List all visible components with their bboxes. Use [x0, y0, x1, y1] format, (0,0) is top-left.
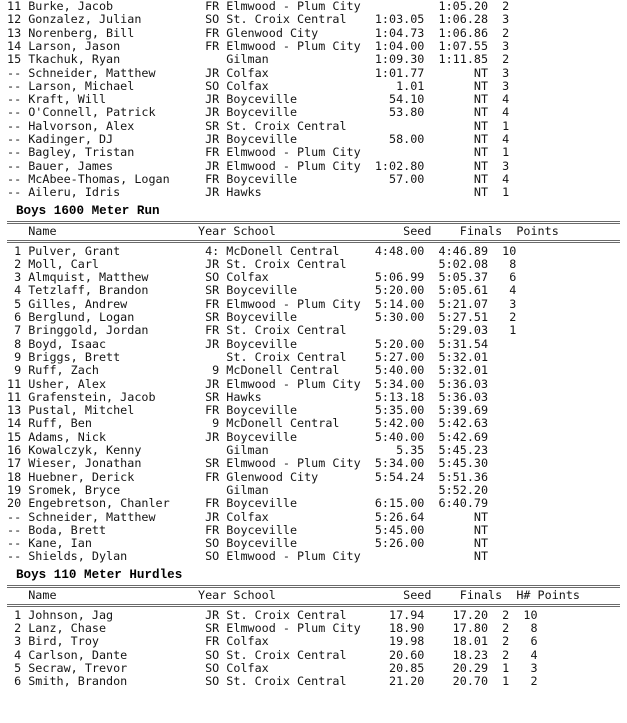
result-row: 19 Sromek, Bryce Gilman 5:52.20: [7, 482, 489, 497]
result-row: 11 Usher, Alex JR Elmwood - Plum City 5:34.00 5:36.03: [7, 376, 489, 391]
result-row: -- Bagley, Tristan FR Elmwood - Plum City NT 1: [7, 145, 510, 160]
result-row: -- McAbee-Thomas, Logan FR Boyceville 57.00 NT 4: [7, 171, 510, 186]
header-rule: [7, 604, 620, 607]
result-row: 6 Smith, Brandon SO St. Croix Central 21.20 20.70 1 2: [7, 674, 538, 689]
result-row: 2 Lanz, Chase SR Elmwood - Plum City 18.90 17.80 2 8: [7, 621, 538, 635]
header-rule: [7, 240, 620, 243]
result-row: -- Bauer, James JR Elmwood - Plum City 1:02.80 NT 3: [7, 158, 510, 173]
result-row: 9 Briggs, Brett St. Croix Central 5:27.00 5:32.01: [7, 349, 489, 364]
result-row: 15 Tkachuk, Ryan Gilman 1:09.30 1:11.85 2: [7, 52, 510, 67]
result-row: -- Kraft, Will JR Boyceville 54.10 NT 4: [7, 92, 510, 107]
column-header: Name Year School Seed Finals Points: [7, 223, 559, 238]
result-row: 13 Norenberg, Bill FR Glenwood City 1:04.73 1:06.86 2: [7, 25, 510, 40]
result-row: 13 Pustal, Mitchel FR Boyceville 5:35.00 5:39.69: [7, 403, 489, 418]
result-row: 2 Moll, Carl JR St. Croix Central 5:02.08 8: [7, 256, 517, 271]
result-row: 5 Secraw, Trevor SO Colfax 20.85 20.29 1 3: [7, 660, 538, 675]
result-row: -- Schneider, Matthew JR Colfax 5:26.64 NT: [7, 509, 489, 524]
result-row: 20 Engebretson, Chanler FR Boyceville 6:15.00 6:40.79: [7, 496, 489, 511]
result-row: 17 Wieser, Jonathan SR Elmwood - Plum City 5:34.00 5:45.30: [7, 456, 489, 471]
result-row: 14 Ruff, Ben 9 McDonell Central 5:42.00 5:42.63: [7, 416, 489, 431]
result-row: 16 Kowalczyk, Kenny Gilman 5.35 5:45.23: [7, 443, 489, 457]
result-row: 8 Boyd, Isaac JR Boyceville 5:20.00 5:31.54: [7, 336, 489, 351]
event-title: Boys 1600 Meter Run: [16, 203, 160, 218]
result-row: 7 Bringgold, Jordan FR St. Croix Central 5:29.03 1: [7, 323, 517, 338]
result-row: -- Boda, Brett FR Boyceville 5:45.00 NT: [7, 522, 489, 537]
result-row: -- Larson, Michael SO Colfax 1.01 NT 3: [7, 78, 510, 93]
result-row: -- Aileru, Idris JR Hawks NT 1: [7, 185, 510, 200]
column-header: Name Year School Seed Finals H# Points: [7, 587, 581, 602]
result-row: -- Schneider, Matthew JR Colfax 1:01.77 NT 3: [7, 65, 510, 80]
result-row: -- Halvorson, Alex SR St. Croix Central NT 1: [7, 118, 510, 133]
result-row: -- Kadinger, DJ JR Boyceville 58.00 NT 4: [7, 132, 510, 146]
result-row: 4 Carlson, Dante SO St. Croix Central 20.60 18.23 2 4: [7, 647, 538, 662]
result-row: 6 Berglund, Logan SR Boyceville 5:30.00 5:27.51 2: [7, 310, 517, 324]
result-row: 3 Bird, Troy FR Colfax 19.98 18.01 2 6: [7, 634, 538, 649]
result-row: 5 Gilles, Andrew FR Elmwood - Plum City 5:14.00 5:21.07 3: [7, 296, 517, 311]
result-row: 11 Burke, Jacob FR Elmwood - Plum City 1:05.20 2: [7, 0, 510, 13]
result-row: 9 Ruff, Zach 9 McDonell Central 5:40.00 5:32.01: [7, 363, 489, 378]
result-row: 11 Grafenstein, Jacob SR Hawks 5:13.18 5:36.03: [7, 389, 489, 404]
result-row: -- Shields, Dylan SO Elmwood - Plum City NT: [7, 549, 489, 564]
result-row: -- O'Connell, Patrick JR Boyceville 53.80 NT 4: [7, 105, 510, 120]
result-row: 15 Adams, Nick JR Boyceville 5:40.00 5:42.69: [7, 429, 489, 444]
result-row: 1 Johnson, Jag JR St. Croix Central 17.94 17.20 2 10: [7, 607, 538, 622]
result-row: 18 Huebner, Derick FR Glenwood City 5:54.24 5:51.36: [7, 469, 489, 484]
event-title: Boys 110 Meter Hurdles: [16, 567, 183, 582]
result-row: 1 Pulver, Grant 4: McDonell Central 4:48.00 4:46.89 10: [7, 243, 517, 258]
result-row: 4 Tetzlaff, Brandon SR Boyceville 5:20.00 5:05.61 4: [7, 283, 517, 298]
result-row: 3 Almquist, Matthew SO Colfax 5:06.99 5:05.37 6: [7, 270, 517, 285]
result-row: -- Kane, Ian SO Boyceville 5:26.00 NT: [7, 536, 489, 551]
result-row: 12 Gonzalez, Julian SO St. Croix Central 1:03.05 1:06.28 3: [7, 12, 510, 27]
result-row: 14 Larson, Jason FR Elmwood - Plum City 1:04.00 1:07.55 3: [7, 38, 510, 53]
